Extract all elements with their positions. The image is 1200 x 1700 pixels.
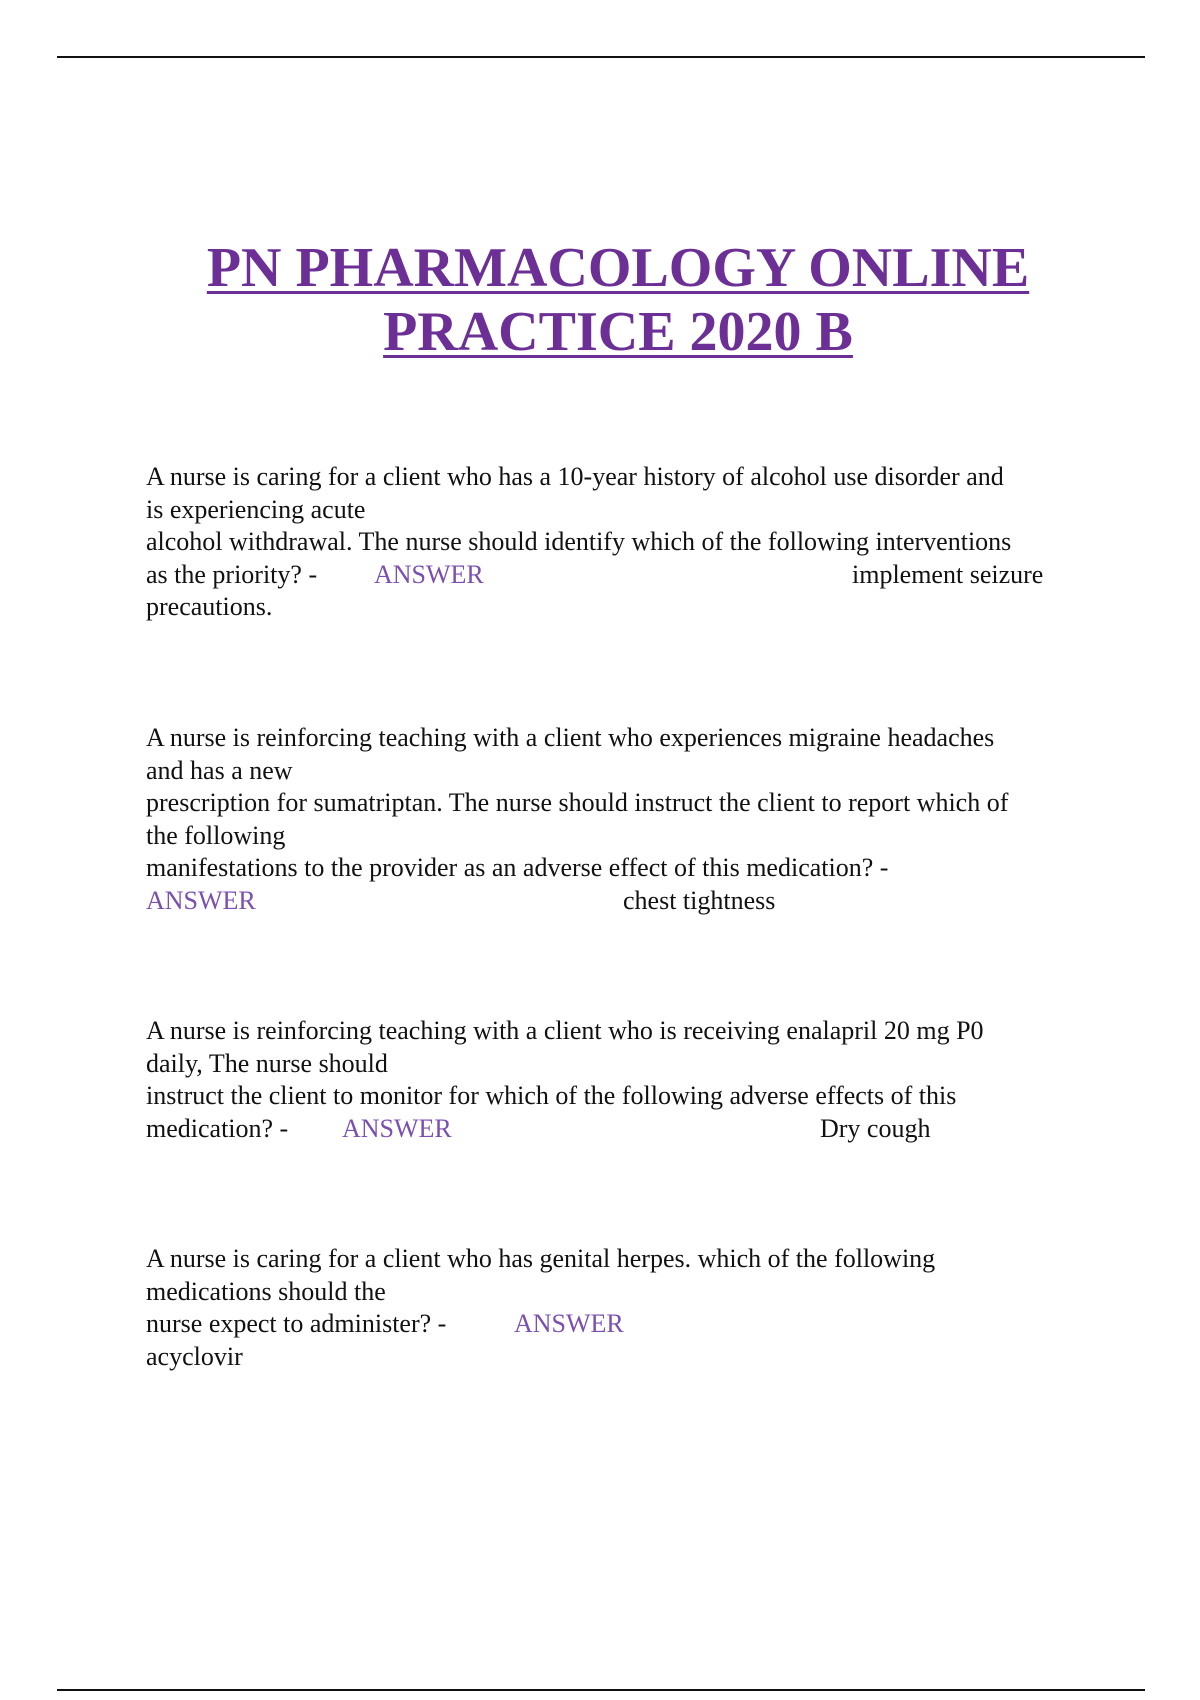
question-2-answer: chest tightness	[623, 885, 776, 915]
page-title	[0, 236, 1200, 364]
question-2-line-4: the following	[146, 820, 286, 850]
question-2-answer-line	[146, 885, 1096, 918]
question-3-stem-tail: medication? -	[146, 1113, 289, 1143]
question-3	[146, 1015, 1096, 1145]
question-3-answer-line	[146, 1113, 1096, 1146]
question-4-line-2: medications should the	[146, 1276, 386, 1306]
question-1-answer: implement seizure	[852, 559, 1044, 589]
question-4-stem-tail: nurse expect to administer? -	[146, 1309, 447, 1338]
question-1-line-2: is experiencing acute	[146, 494, 366, 524]
question-4-answer-label: ANSWER	[514, 1309, 624, 1338]
question-2-line-2: and has a new	[146, 755, 293, 785]
question-3-line-2: daily, The nurse should	[146, 1048, 388, 1078]
question-2	[146, 722, 1096, 917]
question-1-answer-continued: precautions.	[146, 592, 273, 621]
question-1-answer-line	[146, 559, 1096, 592]
question-1-answer-label: ANSWER	[374, 559, 484, 589]
title-line-1: PN PHARMACOLOGY ONLINE	[206, 237, 1030, 299]
question-1-line-1: A nurse is caring for a client who has a 10-year history of alcohol use disorder and	[146, 462, 1004, 491]
question-2-answer-label: ANSWER	[146, 885, 256, 915]
question-4-answer: acyclovir	[146, 1341, 243, 1371]
top-rule	[57, 56, 1145, 58]
question-2-line-5: manifestations to the provider as an adverse effect of this medication? -	[146, 853, 889, 882]
question-3-answer-label: ANSWER	[342, 1113, 452, 1143]
question-2-line-1: A nurse is reinforcing teaching with a client who experiences migraine headaches	[146, 723, 995, 752]
question-1-line-3: alcohol withdrawal. The nurse should identify which of the following interventions	[146, 527, 1012, 556]
question-2-line-3: prescription for sumatriptan. The nurse should instruct the client to report which of	[146, 788, 1009, 817]
question-4	[146, 1243, 1096, 1373]
question-4-answer-line	[146, 1308, 1096, 1341]
title-line-2: PRACTICE 2020 B	[383, 301, 853, 363]
bottom-rule	[57, 1689, 1145, 1691]
question-3-line-3: instruct the client to monitor for which of the following adverse effects of this	[146, 1081, 957, 1110]
question-1-stem-tail: as the priority? -	[146, 559, 318, 589]
question-1	[146, 461, 1096, 624]
question-3-line-1: A nurse is reinforcing teaching with a client who is receiving enalapril 20 mg P0	[146, 1016, 984, 1045]
question-4-line-1: A nurse is caring for a client who has genital herpes. which of the following	[146, 1244, 936, 1273]
question-3-answer: Dry cough	[820, 1113, 931, 1143]
